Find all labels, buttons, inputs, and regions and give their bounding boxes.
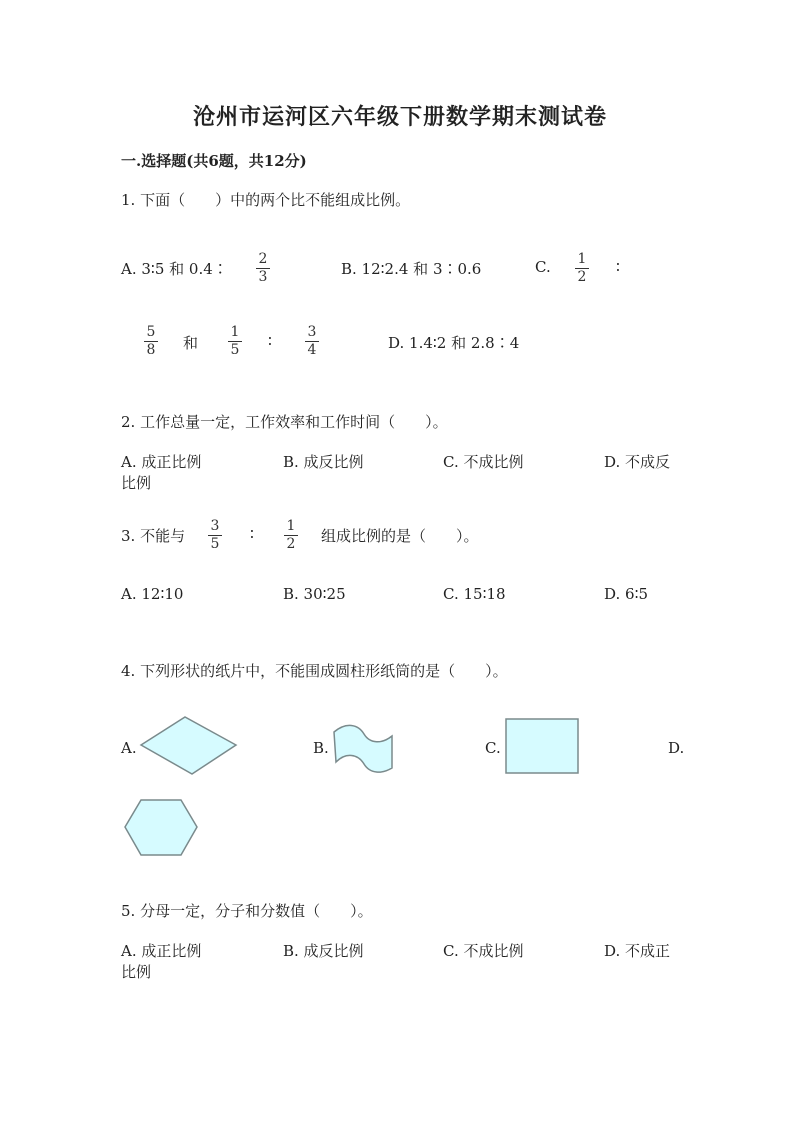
q1-option-c-fraction-2: 5 8: [144, 325, 158, 358]
q1-option-a-fraction: 2 3: [256, 252, 270, 285]
q4-rhombus-shape: [140, 716, 238, 776]
q2-option-b: B. 成反比例: [283, 453, 364, 471]
q1-option-d: D. 1.4∶2 和 2.8∶4: [388, 334, 520, 352]
q3-option-b: B. 30∶25: [283, 585, 346, 603]
q3-option-c: C. 15∶18: [443, 585, 506, 603]
q5-option-c: C. 不成比例: [443, 942, 524, 960]
q1-option-a: A. 3∶5 和 0.4∶: [121, 260, 228, 278]
question-1-stem: 1. 下面（ ）中的两个比不能组成比例。: [121, 191, 411, 209]
section-heading: 一.选择题(共6题，共12分): [121, 152, 307, 170]
q3-fraction-2: 1 2: [284, 519, 298, 552]
q1-option-c-fraction-3: 1 5: [228, 325, 242, 358]
q5-option-d: D. 不成正: [604, 942, 671, 960]
q4-option-d-label: D.: [668, 739, 685, 757]
q5-option-b: B. 成反比例: [283, 942, 364, 960]
question-5-stem: 5. 分母一定，分子和分数值（ ）。: [121, 902, 373, 920]
q1-option-b: B. 12∶2.4 和 3∶0.6: [341, 260, 482, 278]
q4-rectangle-shape: [505, 718, 581, 776]
question-4-stem: 4. 下列形状的纸片中，不能围成圆柱形纸筒的是（ ）。: [121, 662, 508, 680]
q2-option-d: D. 不成反: [604, 453, 671, 471]
q3-option-a: A. 12∶10: [121, 585, 184, 603]
q1-option-c-fraction-1: 1 2: [575, 252, 589, 285]
q3-colon: ∶: [250, 525, 254, 543]
q4-option-c-label: C.: [485, 739, 501, 757]
q4-option-b-label: B.: [313, 739, 329, 757]
question-2-stem: 2. 工作总量一定，工作效率和工作时间（ ）。: [121, 413, 448, 431]
q1-option-c-fraction-4: 3 4: [305, 325, 319, 358]
page-title: 沧州市运河区六年级下册数学期末测试卷: [192, 104, 607, 130]
q1-option-c-label: C.: [535, 258, 551, 276]
question-3-prefix: 3. 不能与: [121, 527, 186, 545]
q2-option-a: A. 成正比例: [121, 453, 202, 471]
q4-hexagon-shape: [124, 798, 200, 858]
q4-option-a-label: A.: [121, 739, 137, 757]
q5-option-a: A. 成正比例: [121, 942, 202, 960]
q1-colon-1: ∶: [616, 258, 620, 276]
q1-and-word: 和: [183, 334, 199, 352]
question-3-suffix: 组成比例的是（ ）。: [321, 527, 479, 545]
q2-option-d-continued: 比例: [121, 474, 152, 492]
q4-curved-sheet-shape: [332, 722, 396, 774]
q3-option-d: D. 6∶5: [604, 585, 649, 603]
q5-option-d-continued: 比例: [121, 963, 152, 981]
q3-fraction-1: 3 5: [208, 519, 222, 552]
q2-option-c: C. 不成比例: [443, 453, 524, 471]
q1-colon-2: ∶: [268, 332, 272, 350]
